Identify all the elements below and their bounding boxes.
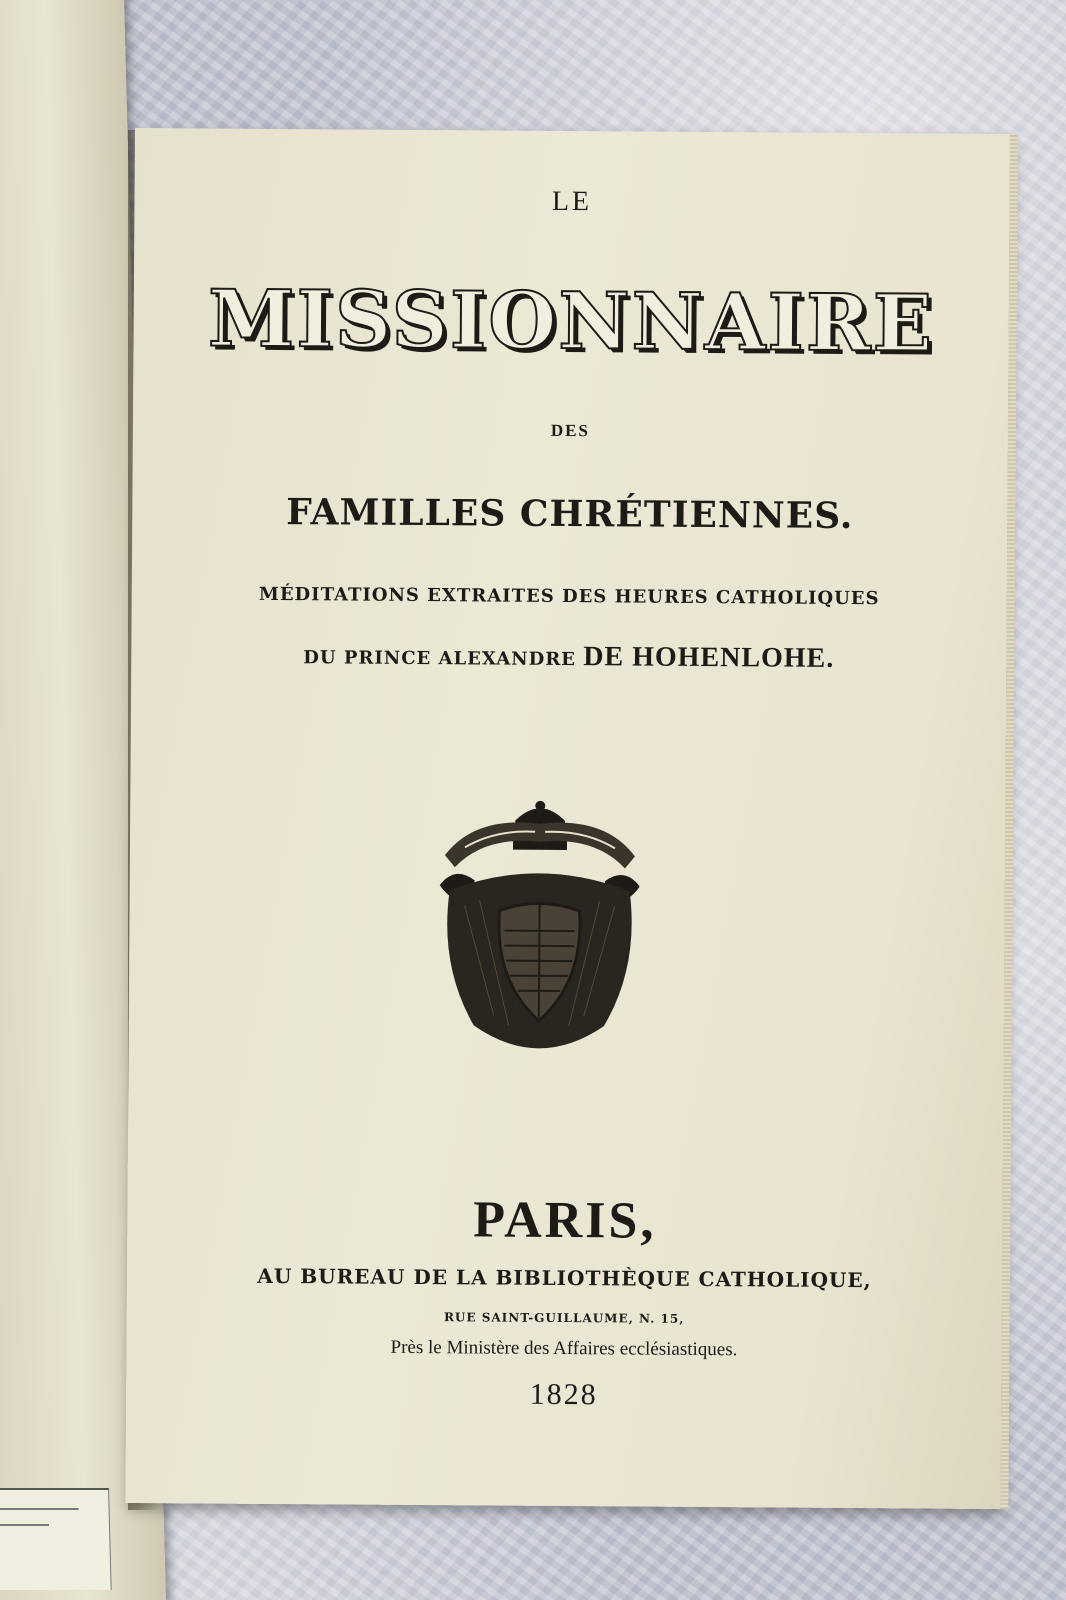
title-article: LE bbox=[551, 185, 593, 218]
library-label bbox=[0, 1488, 112, 1590]
title-des: DES bbox=[550, 420, 590, 441]
main-title: MISSIONNAIRE bbox=[207, 273, 935, 370]
author-name: DE HOHENLOHE. bbox=[583, 641, 835, 674]
subtitle: FAMILLES CHRÉTIENNES. bbox=[286, 491, 854, 538]
author-prefix: DU PRINCE ALEXANDRE bbox=[303, 647, 577, 671]
author-line bbox=[131, 638, 1006, 676]
meditations-line: MÉDITATIONS EXTRAITES DES HEURES CATHOLIQUES bbox=[258, 583, 880, 610]
address: RUE SAINT-GUILLAUME, N. 15, bbox=[443, 1310, 685, 1326]
city: PARIS, bbox=[473, 1191, 657, 1250]
publication-year: 1828 bbox=[529, 1377, 598, 1412]
coat-of-arms-emblem bbox=[434, 795, 646, 1061]
near-ministry: Près le Ministère des Affaires ecclésiastiques. bbox=[390, 1336, 738, 1361]
title-page bbox=[125, 128, 1010, 1509]
publisher: AU BUREAU DE LA BIBLIOTHÈQUE CATHOLIQUE, bbox=[257, 1263, 872, 1293]
